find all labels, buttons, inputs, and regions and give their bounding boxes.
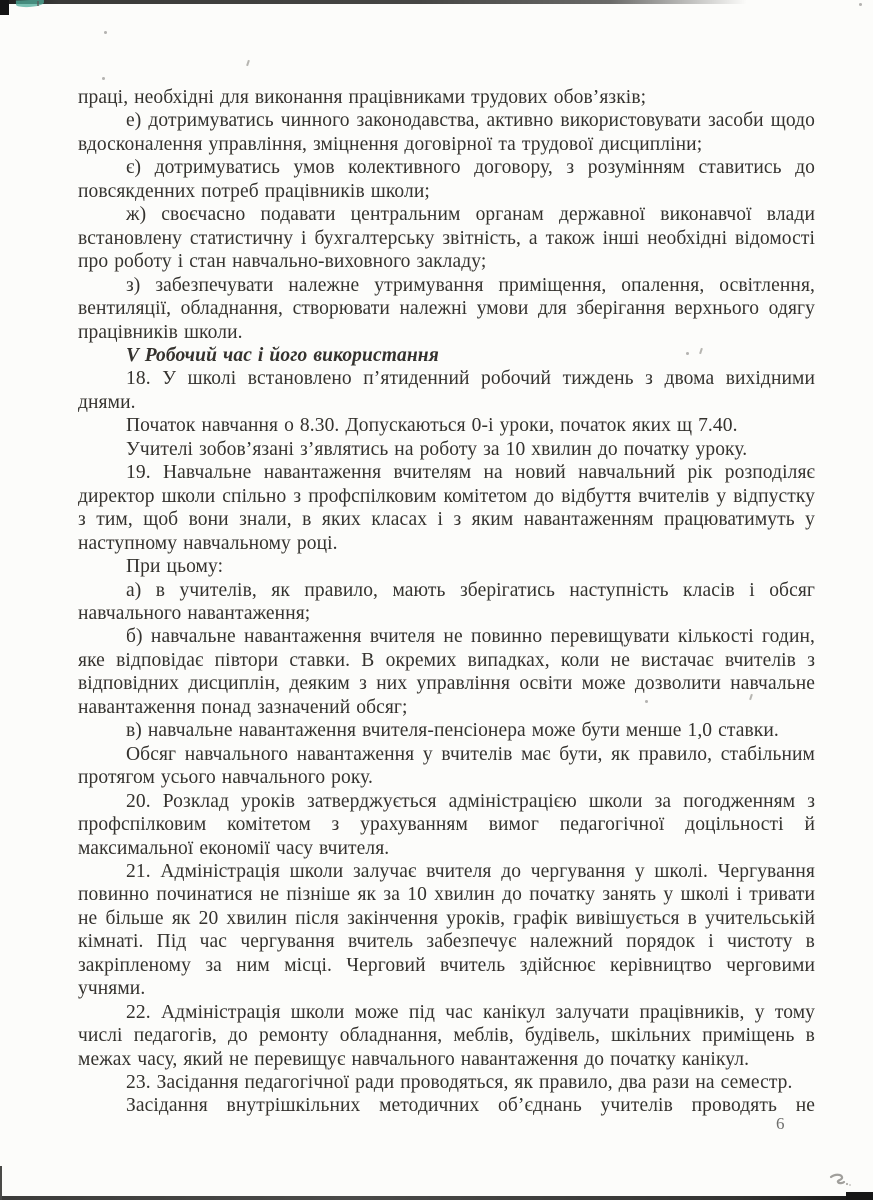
paragraph: 23. Засідання педагогічної ради проводяться, як правило, два рази на семестр. (126, 1072, 793, 1094)
scan-corner-top-left (0, 0, 9, 15)
paragraph: 21. Адміністрація школи залучає вчителя до чергування у школі. Чергування повинно починатися не пізніше як за 10 хвилин до початку занять у школі і тривати не більше як 20 хвилин після закінчення уроків, графік вивішується в учительській кімнаті. Під час чергування вчитель забезпечує належний порядок і чистоту в закріпленому за ним місці. Черговий вчитель здійснює керівництво черговими учнями. (78, 860, 815, 1000)
paragraph: а) в учителів, як правило, мають зберігатись наступність класів і обсяг навчального навантаження; (78, 579, 815, 624)
teal-smudge-mark (16, 0, 44, 7)
paragraph: 22. Адміністрація школи може під час канікул залучати працівників, у тому числі педагогів, до ремонту обладнання, меблів, будівель, шкільних приміщень в межах часу, який не перевищує навчального навантаження до початку канікул. (78, 1001, 815, 1070)
paragraph: 18. У школі встановлено п’ятиденний робочий тиждень з двома вихідними днями. (78, 368, 815, 413)
paragraph: При цьому: (126, 556, 224, 578)
paragraph: Засідання внутрішкільних методичних об’єднань учителів проводять не (126, 1095, 815, 1117)
scan-speck (859, 3, 862, 6)
section-heading: V Робочий час і його використання (126, 344, 439, 366)
paragraph: Учителі зобов’язані з’являтись на роботу за 10 хвилин до початку уроку. (126, 438, 748, 460)
paragraph: Обсяг навчального навантаження у вчителів має бути, як правило, стабільним протягом усього навчального року. (78, 743, 815, 789)
scan-speck (104, 31, 107, 34)
paragraph: є) дотримуватись умов колективного договору, з розумінням ставитись до повсякденних потреб працівників школи; (78, 157, 815, 202)
document-body (78, 86, 815, 1118)
teal-tick-mark (37, 1, 39, 6)
paragraph: е) дотримуватись чинного законодавства, активно використовувати засоби щодо вдосконалення управління, зміцнення договірної та трудової дисципліни; (78, 110, 815, 155)
scan-speck (102, 77, 105, 80)
paragraph: Початок навчання о 8.30. Допускаються 0-і уроки, початок яких щ 7.40. (126, 415, 738, 437)
paragraph: з) забезпечувати належне утримування приміщення, опалення, освітлення, вентиляції, обладнання, створювати належні умови для зберігання верхнього одягу працівників школи. (78, 274, 815, 343)
scan-edge-left (0, 1166, 2, 1200)
paragraph: б) навчальне навантаження вчителя не повинно перевищувати кількості годин, яке відповідає півтори ставки. В окремих випадках, коли не вистачає вчителів з відповідних дисциплін, деяким з них управління освіти може дозволити навчальне навантаження понад зазначений обсяг; (78, 626, 815, 718)
paragraph: в) навчальне навантаження вчителя-пенсіонера може бути менше 1,0 ставки. (126, 720, 779, 742)
scan-corner-bottom-right (846, 1192, 873, 1200)
paragraph: 20. Розклад уроків затверджується адміністрацією школи за погодженням з профспілковим комітетом з урахуванням вимог педагогічної доцільності й максимальної економії часу вчителя. (78, 790, 815, 859)
scan-edge-top (0, 0, 762, 4)
scan-edge-bottom (0, 1196, 873, 1200)
scan-speck (246, 60, 250, 66)
ink-smudge (828, 1172, 852, 1188)
paragraph: ж) своєчасно подавати центральним органам державної виконавчої влади встановлену статистичну і бухгалтерську звітність, а також інші необхідні відомості про роботу і стан навчально-виховного закладу; (78, 204, 815, 273)
paragraph: праці, необхідні для виконання працівниками трудових обов’язків; (78, 87, 647, 108)
paragraph: 19. Навчальне навантаження вчителям на новий навчальний рік розподіляє директор школи спільно з профспілковим комітетом до відбуття вчителів у відпустку з тим, щоб вони знали, в яких класах і з яким навантаженням працюватимуть у наступному навчальному році. (78, 462, 815, 554)
page-number: 6 (776, 1114, 786, 1133)
